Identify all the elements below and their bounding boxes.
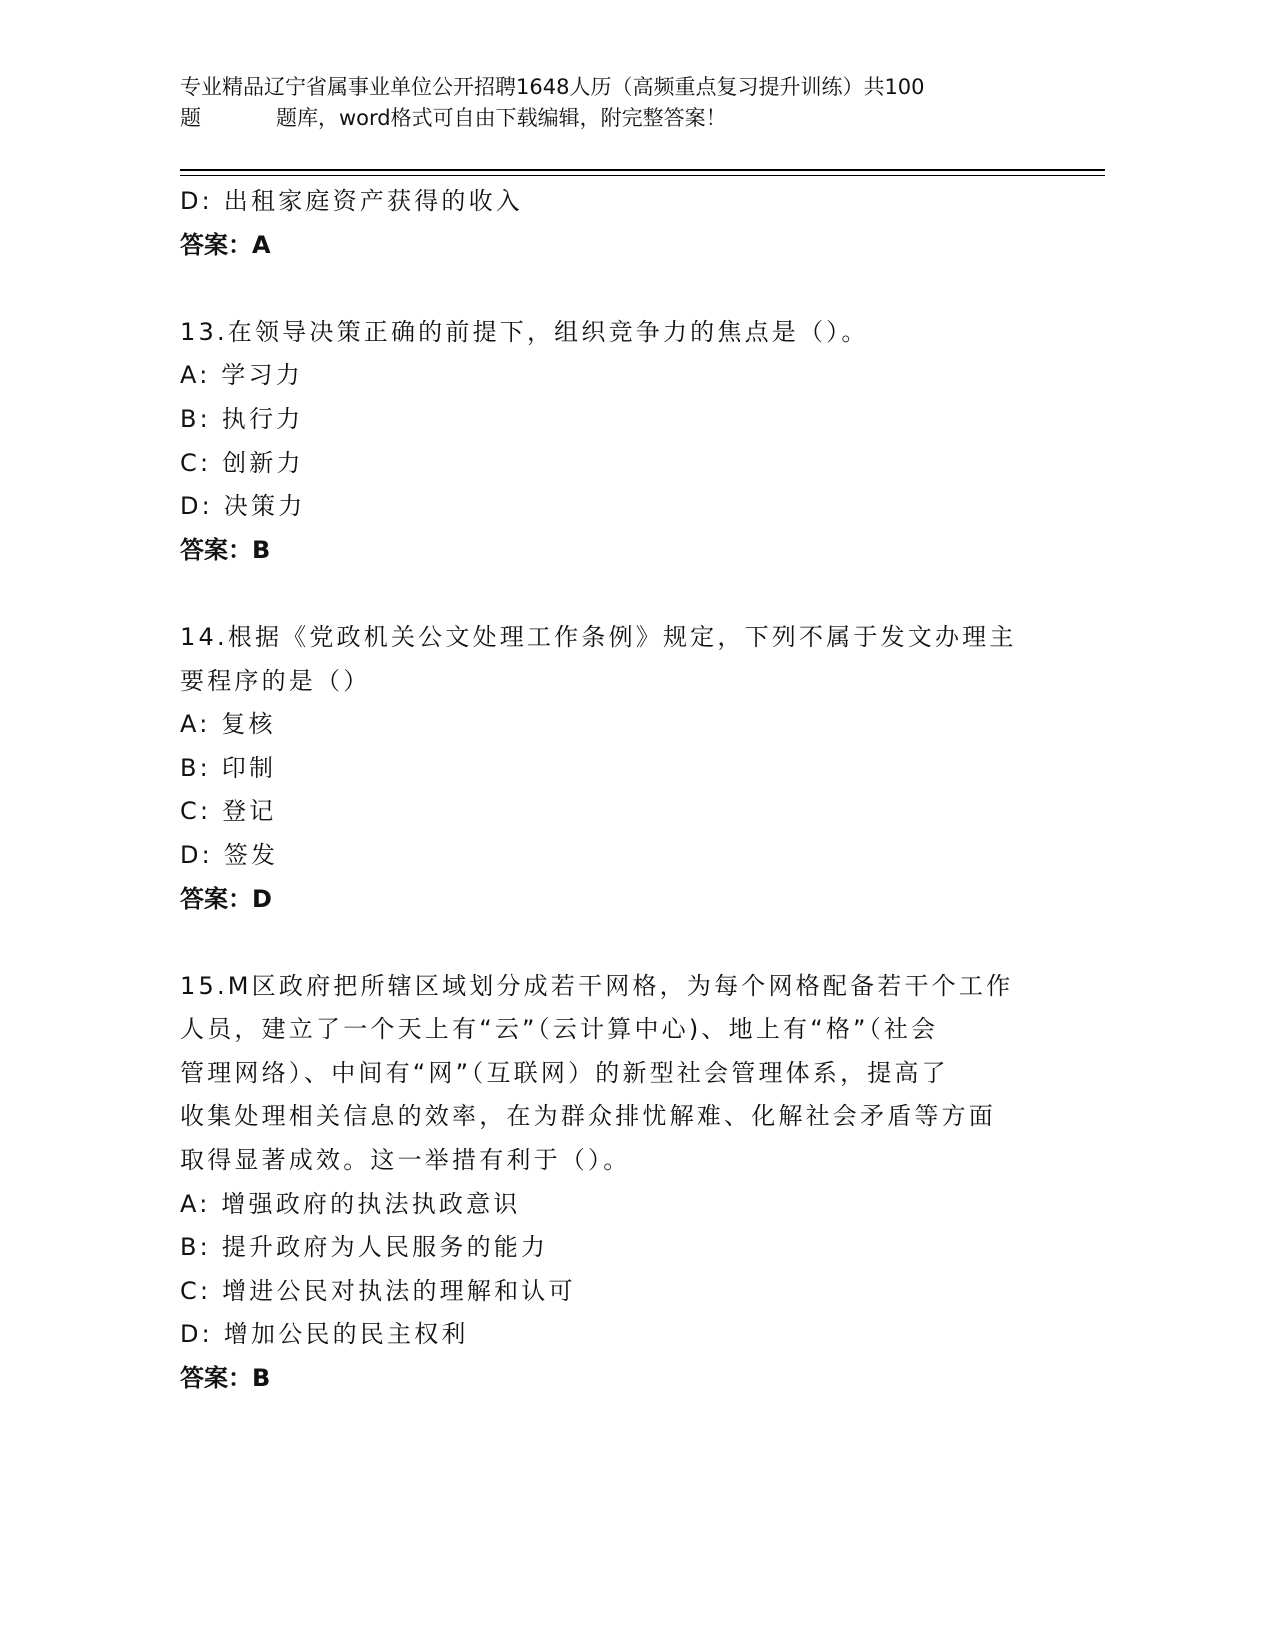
question-text: 14.根据《党政机关公文处理工作条例》规定，下列不属于发文办理主 bbox=[180, 622, 1017, 651]
option: B: 印制 bbox=[180, 753, 277, 782]
header-line-2b: 题库，word格式可自由下载编辑，附完整答案！ bbox=[276, 106, 727, 130]
spacer bbox=[180, 572, 1040, 616]
question bbox=[180, 616, 1040, 921]
option: C: 登记 bbox=[180, 797, 277, 826]
answer: 答案：D bbox=[180, 884, 272, 913]
option: B: 执行力 bbox=[180, 404, 304, 433]
option: D: 增加公民的民主权利 bbox=[180, 1320, 469, 1349]
option: D: 决策力 bbox=[180, 492, 306, 521]
document-body bbox=[180, 180, 1040, 1401]
question-text: 管理网络）、中间有“网”（互联网）的新型社会管理体系，提高了 bbox=[180, 1058, 949, 1087]
option: A: 复核 bbox=[180, 710, 276, 739]
question-text: 取得显著成效。这一举措有利于（）。 bbox=[180, 1146, 631, 1175]
question-text: 要程序的是（） bbox=[180, 666, 371, 695]
question-text: 13.在领导决策正确的前提下，组织竞争力的焦点是（）。 bbox=[180, 317, 869, 346]
document-header bbox=[180, 72, 1040, 134]
option-d: D: 出租家庭资产获得的收入 bbox=[180, 187, 523, 215]
header-rule-thin bbox=[180, 175, 1105, 176]
answer: 答案：A bbox=[180, 230, 271, 259]
header-line-1: 专业精品辽宁省属事业单位公开招聘1648人历（高频重点复习提升训练）共100 bbox=[180, 75, 925, 99]
question bbox=[180, 965, 1040, 1401]
question-text: 15.M区政府把所辖区域划分成若干网格，为每个网格配备若干个工作 bbox=[180, 971, 1014, 1000]
option: C: 创新力 bbox=[180, 448, 304, 477]
header-line-2 bbox=[180, 103, 1040, 134]
header-rule bbox=[180, 169, 1105, 171]
option: C: 增进公民对执法的理解和认可 bbox=[180, 1276, 576, 1305]
question-text: 收集处理相关信息的效率，在为群众排忧解难、化解社会矛盾等方面 bbox=[180, 1102, 996, 1131]
answer: 答案：B bbox=[180, 535, 271, 564]
spacer bbox=[180, 921, 1040, 965]
option: A: 增强政府的执法执政意识 bbox=[180, 1189, 521, 1218]
answer: 答案：B bbox=[180, 1364, 271, 1393]
option: A: 学习力 bbox=[180, 361, 303, 390]
option: D: 签发 bbox=[180, 840, 279, 869]
option: B: 提升政府为人民服务的能力 bbox=[180, 1233, 549, 1262]
spacer bbox=[180, 267, 1040, 311]
question bbox=[180, 311, 1040, 573]
question-text: 人员，建立了一个天上有“云”（云计算中心)、地上有“格”（社会 bbox=[180, 1015, 939, 1044]
header-line-2a: 题 bbox=[180, 106, 201, 130]
